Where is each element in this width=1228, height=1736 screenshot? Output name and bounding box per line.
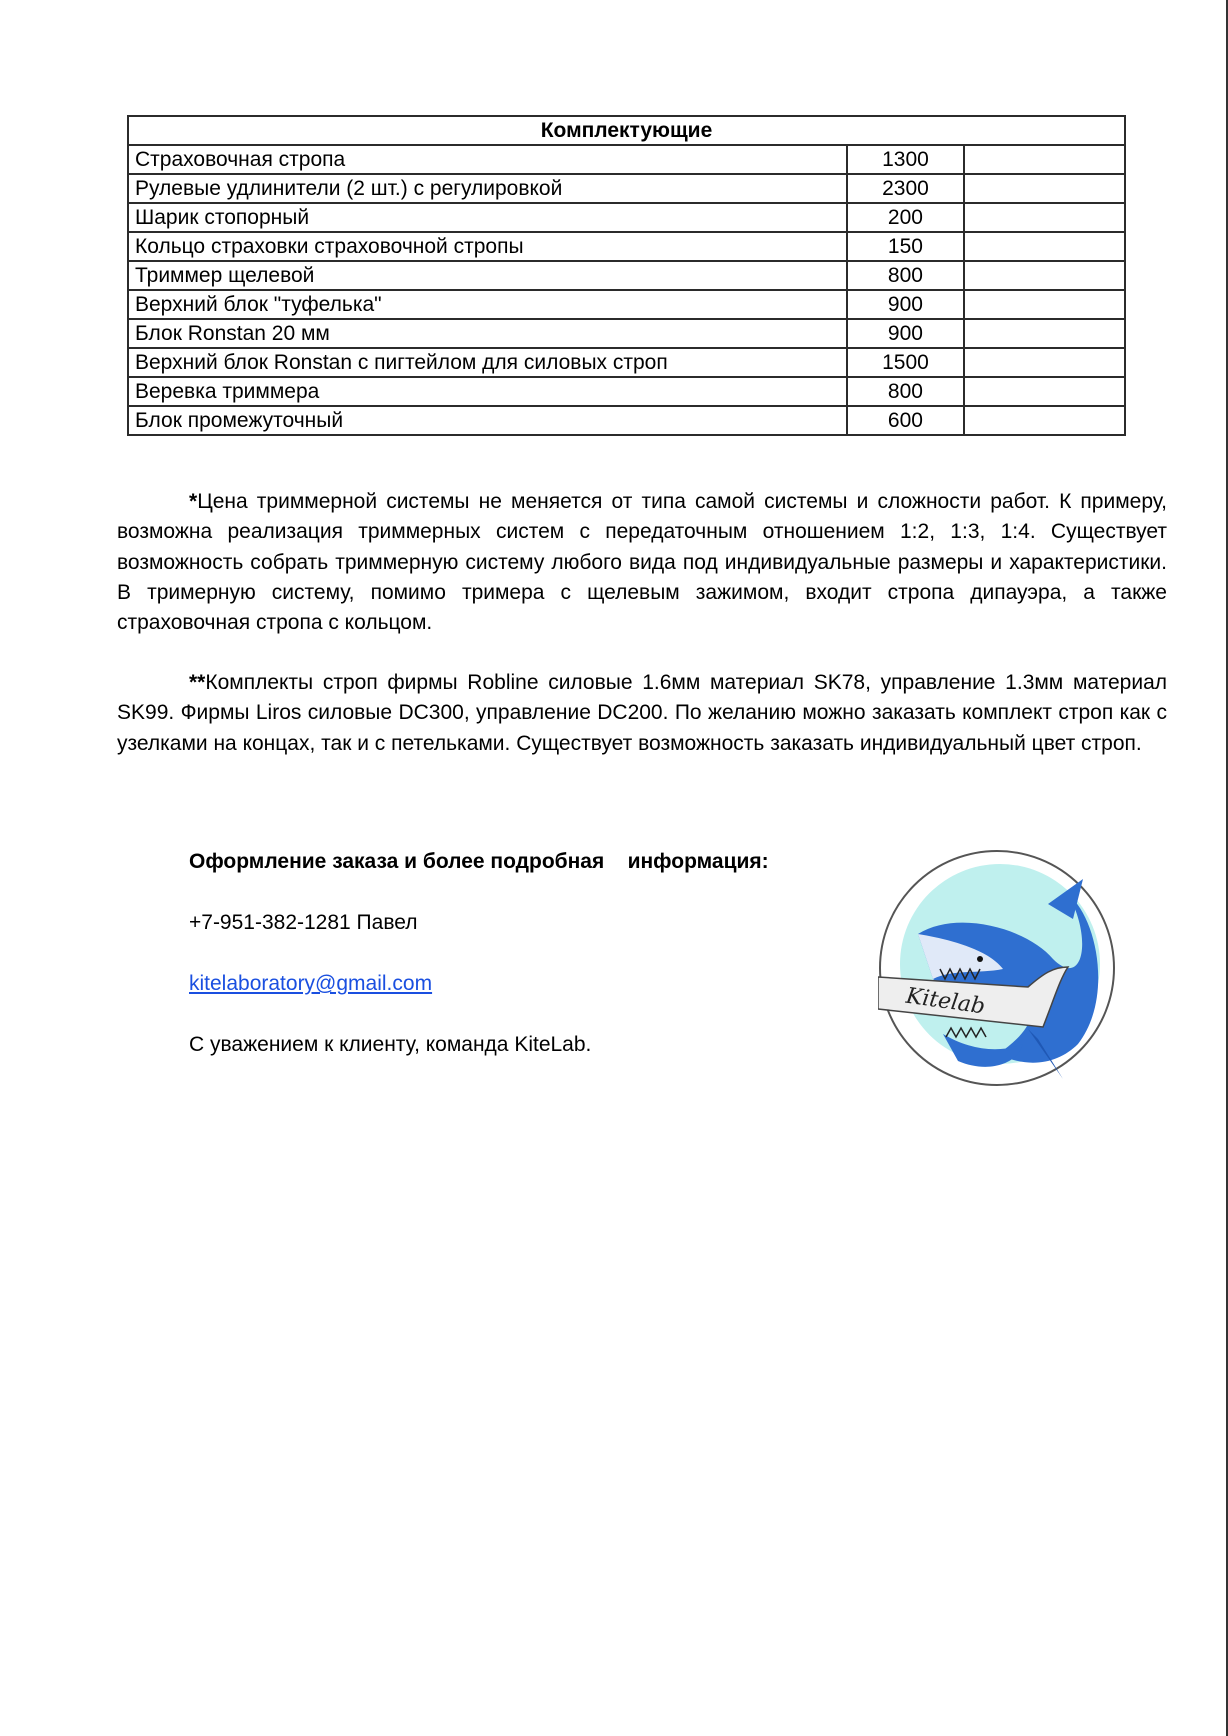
item-name: Блок промежуточный — [128, 406, 847, 435]
item-extra-cell — [964, 290, 1125, 319]
item-extra-cell — [964, 377, 1125, 406]
note-line-sets — [117, 668, 1167, 759]
table-row — [128, 348, 1125, 377]
item-name: Кольцо страховки страховочной стропы — [128, 232, 847, 261]
item-price: 150 — [847, 232, 965, 261]
contact-phone: +7-951-382-1281 Павел — [189, 911, 418, 934]
item-extra-cell — [964, 145, 1125, 174]
item-name: Рулевые удлинители (2 шт.) с регулировкой — [128, 174, 847, 203]
table-row — [128, 290, 1125, 319]
item-price: 800 — [847, 377, 965, 406]
shark-logo-icon — [878, 849, 1116, 1087]
table-row — [128, 145, 1125, 174]
table-header: Комплектующие — [128, 116, 1125, 145]
item-extra-cell — [964, 203, 1125, 232]
table-row — [128, 174, 1125, 203]
logo-text: Kitelab — [904, 983, 987, 1020]
item-price: 1300 — [847, 145, 965, 174]
components-table — [127, 115, 1126, 436]
note-marker: ** — [189, 671, 206, 694]
note-marker: * — [189, 490, 198, 513]
item-price: 200 — [847, 203, 965, 232]
table-row — [128, 406, 1125, 435]
item-name: Триммер щелевой — [128, 261, 847, 290]
item-price: 900 — [847, 319, 965, 348]
signoff-text: С уважением к клиенту, команда KiteLab. — [189, 1033, 592, 1056]
item-price: 800 — [847, 261, 965, 290]
item-name: Шарик стопорный — [128, 203, 847, 232]
item-extra-cell — [964, 348, 1125, 377]
item-extra-cell — [964, 319, 1125, 348]
item-name: Верхний блок "туфелька" — [128, 290, 847, 319]
item-name: Блок Ronstan 20 мм — [128, 319, 847, 348]
table-row — [128, 377, 1125, 406]
item-price: 600 — [847, 406, 965, 435]
kitelab-logo — [878, 849, 1116, 1087]
item-price: 1500 — [847, 348, 965, 377]
item-price: 2300 — [847, 174, 965, 203]
table-header-row — [128, 116, 1125, 145]
contact-email-link[interactable]: kitelaboratory@gmail.com — [189, 972, 433, 995]
contact-heading: Оформление заказа и более подробная информация: — [189, 850, 769, 873]
note-text: Комплекты строп фирмы Robline силовые 1.6мм материал SK78, управление 1.3мм материал SK99. Фирмы Liros силовые DC300, управление DC200. По желанию можно заказать комплект строп как с узелками на концах, так и с петельками. Существует возможность заказать индивидуальный цвет строп. — [117, 671, 1167, 755]
table-row — [128, 232, 1125, 261]
item-price: 900 — [847, 290, 965, 319]
note-trimmer-system — [117, 487, 1167, 638]
item-name: Верхний блок Ronstan с пигтейлом для силовых строп — [128, 348, 847, 377]
table-row — [128, 319, 1125, 348]
item-extra-cell — [964, 261, 1125, 290]
table-row — [128, 203, 1125, 232]
item-extra-cell — [964, 232, 1125, 261]
shark-eye — [977, 956, 983, 962]
table-row — [128, 261, 1125, 290]
item-name: Веревка триммера — [128, 377, 847, 406]
item-extra-cell — [964, 406, 1125, 435]
item-extra-cell — [964, 174, 1125, 203]
item-name: Страховочная стропа — [128, 145, 847, 174]
note-text: Цена триммерной системы не меняется от типа самой системы и сложности работ. К примеру, возможна реализация триммерных систем с передаточным отношением 1:2, 1:3, 1:4. Существует возможность собрать триммерную систему любого вида под индивидуальные размеры и характеристики. В тримерную систему, помимо тримера с щелевым зажимом, входит стропа дипауэра, а также страховочная стропа с кольцом. — [117, 490, 1167, 635]
